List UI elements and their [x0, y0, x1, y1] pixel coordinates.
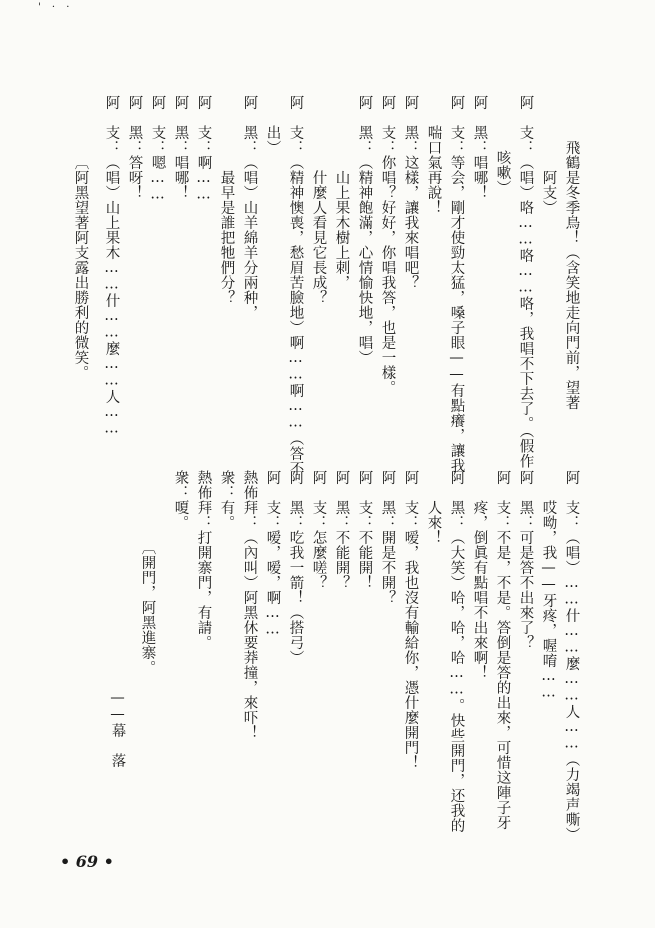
left-block-line: 什麼人看見它長成？ — [310, 170, 327, 305]
right-block-line: 人來！ — [425, 500, 442, 545]
right-block-line: 阿 支：怎麼嗟？ — [310, 470, 327, 590]
right-block-line: 〔開門，阿黑進寨。 — [139, 540, 156, 675]
left-block-line: 阿 黑：答呀！ — [126, 95, 143, 200]
left-block-line: 最早是誰把牠們分？ — [218, 170, 235, 305]
left-block-line: 阿 支：（唱）咯……咯……咯，我唱不下去了。（假作 — [517, 95, 534, 469]
corner-marks: ' · · — [38, 2, 74, 13]
left-block-line: 喘口氣再說！ — [425, 125, 442, 215]
right-block-line: 阿 黑：（大笑）哈，哈，哈……。快些開門，还我的 — [448, 470, 465, 833]
right-block-line: 阿 支：嗳，我也沒有輸給你，憑什麼開門！ — [402, 470, 419, 770]
left-block-line: 阿 支：（精神懊喪，愁眉苦臉地）啊……啊……（答不 — [287, 95, 304, 476]
left-block-line: 阿 支：你唱？好好，你唱我答，也是一樣。 — [379, 95, 396, 395]
right-block-line: 阿 支：（唱）……什……麼……人……（力竭声嘶） — [563, 470, 580, 842]
left-block-line: 阿 支：等会，剛才使勁太猛，嗓子眼——有點癢，讓我 — [448, 95, 465, 473]
right-block-line: 疼，倒眞有點唱不出來啊！ — [471, 500, 488, 680]
left-block-line: 阿 黑：（精神飽滿，心情愉快地，唱） — [356, 95, 373, 365]
left-block-line: 阿 黑：唱哪！ — [172, 95, 189, 200]
right-block-line: 阿 支：嗳，嗳，啊…… — [264, 470, 281, 638]
page-number: • 69 • — [60, 852, 114, 871]
right-block-line: 阿 支：不能開！ — [356, 470, 373, 590]
right-block-line: 阿 黑：不能開？ — [333, 470, 350, 590]
right-block-line: 熱佈拜：（內叫）阿黑休要莽撞，來吓！ — [241, 470, 258, 740]
right-block-line: 阿 黑：開是不開？ — [379, 470, 396, 605]
right-block-line: 哎呦，我——牙疼，喔唷…… — [540, 500, 557, 701]
left-block-line: 咳嗽） — [494, 150, 511, 195]
left-block-line: 山上果木樹上刺， — [333, 170, 350, 290]
left-block-line: 飛鶴是冬季鳥！（含笑地走向門前，望著 — [563, 140, 580, 410]
left-block-line: 阿 支：嗯…… — [149, 95, 166, 203]
left-block-line: 阿 黑：唱哪！ — [471, 95, 488, 200]
left-block-line: 阿 支：（唱）山上果木……什……麼……人…… — [103, 95, 120, 437]
left-block-line: 出） — [264, 125, 281, 155]
left-block-line: 阿 黑：这樣，讓我來唱吧？ — [402, 95, 419, 290]
left-block-line: 阿 黑：（唱）山羊綿羊分兩种， — [241, 95, 258, 320]
right-block-line: 衆：有。 — [218, 470, 235, 530]
right-block-line: 阿 黑：吃我一箭！（搭弓） — [287, 470, 304, 665]
left-block-line: 〔阿黑望著阿支露出勝利的微笑。 — [72, 155, 89, 380]
left-block-line: 阿 支：啊…… — [195, 95, 212, 203]
right-block-line: ——幕 落 — [109, 690, 126, 768]
left-block-line: 阿支） — [540, 170, 557, 215]
right-block-line: 阿 支：不是，不是。答倒是答的出來，可惜这陣子牙 — [494, 470, 511, 830]
right-block-line: 熱佈拜：打開寨門，有請。 — [195, 470, 212, 650]
right-block-line: 阿 黑：可是答不出來了？ — [517, 470, 534, 650]
right-block-line: 衆：嗄。 — [172, 470, 189, 530]
